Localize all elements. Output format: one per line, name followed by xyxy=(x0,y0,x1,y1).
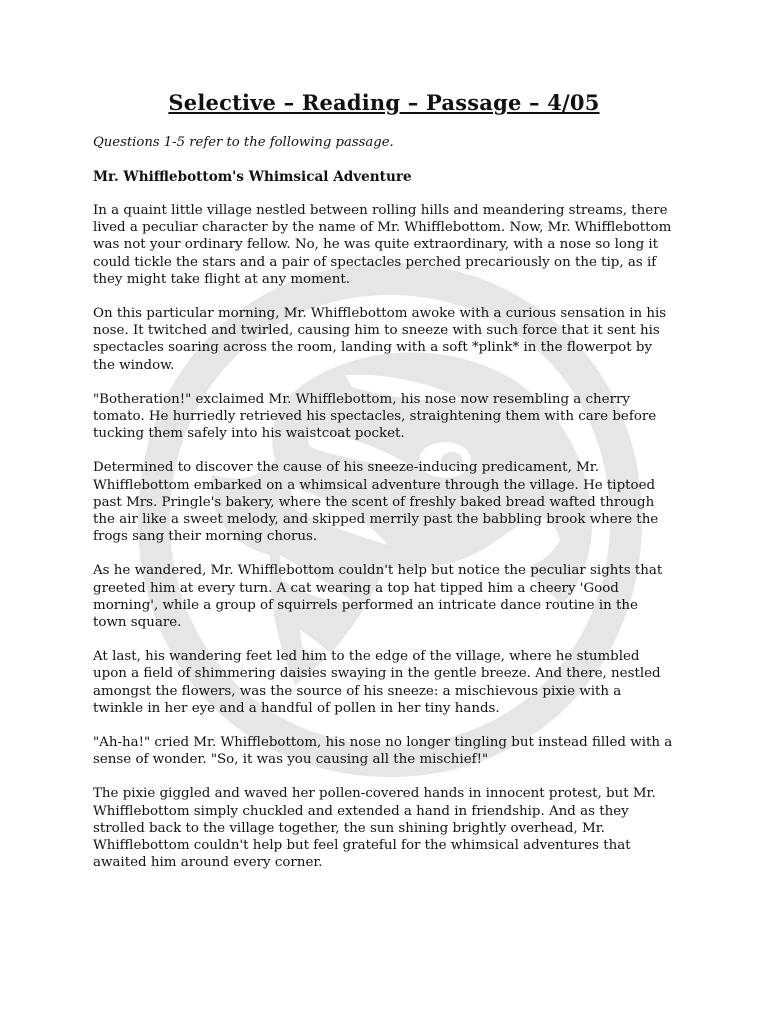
passage-paragraph: The pixie giggled and waved her pollen-covered hands in innocent protest, but Mr. Whifflebottom simply chuckled and extended a hand in friendship. And as they strolled back to the village together, the sun shining brightly overhead, Mr. Whifflebottom couldn't help but feel grateful for the whimsical adventures that awaited him around every corner. xyxy=(93,786,656,871)
passage-paragraph: "Ah-ha!" cried Mr. Whifflebottom, his nose no longer tingling but instead filled with a sense of wonder. "So, it was you causing all the mischief!" xyxy=(93,735,673,768)
passage-paragraph: At last, his wandering feet led him to the edge of the village, where he stumbled upon a field of shimmering daisies swaying in the gentle breeze. And there, nestled amongst the flowers, was the source of his sneeze: a mischievous pixie with a twinkle in her eye and a handful of pollen in her tiny hands. xyxy=(93,649,661,716)
passage-paragraph: As he wandered, Mr. Whifflebottom couldn't help but notice the peculiar sights that greeted him at every turn. A cat wearing a top hat tipped him a cheery 'Good morning', while a group of squirrels performed an intricate dance routine in the town square. xyxy=(93,563,663,631)
document-content xyxy=(93,90,675,872)
passage-paragraph: Determined to discover the cause of his sneeze-inducing predicament, Mr. Whifflebottom embarked on a whimsical adventure through the village. He tiptoed past Mrs. Pringle's bakery, where the scent of freshly baked bread wafted through the air like a sweet melody, and skipped merrily past the babbling brook where the frogs sang their morning chorus. xyxy=(93,460,659,545)
page-title: Selective – Reading – Passage – 4/05 xyxy=(168,90,600,115)
passage-paragraph: In a quaint little village nestled between rolling hills and meandering streams, there lived a peculiar character by the name of Mr. Whifflebottom. Now, Mr. Whifflebottom was not your ordinary fellow. No, he was quite extraordinary, with a nose so long it could tickle the stars and a pair of spectacles perched precariously on the tip, as if they might take flight at any moment. xyxy=(93,203,672,287)
passage-title: Mr. Whifflebottom's Whimsical Adventure xyxy=(93,169,412,185)
question-instructions: Questions 1-5 refer to the following passage. xyxy=(93,135,394,150)
passage-paragraph: "Botheration!" exclaimed Mr. Whifflebottom, his nose now resembling a cherry tomato. He hurriedly retrieved his spectacles, straightening them with care before tucking them safely into his waistcoat pocket. xyxy=(93,391,657,442)
passage-paragraph: On this particular morning, Mr. Whifflebottom awoke with a curious sensation in his nose. It twitched and twirled, causing him to sneeze with such force that it sent his spectacles soaring across the room, landing with a soft *plink* in the flowerpot by the window. xyxy=(93,306,667,373)
